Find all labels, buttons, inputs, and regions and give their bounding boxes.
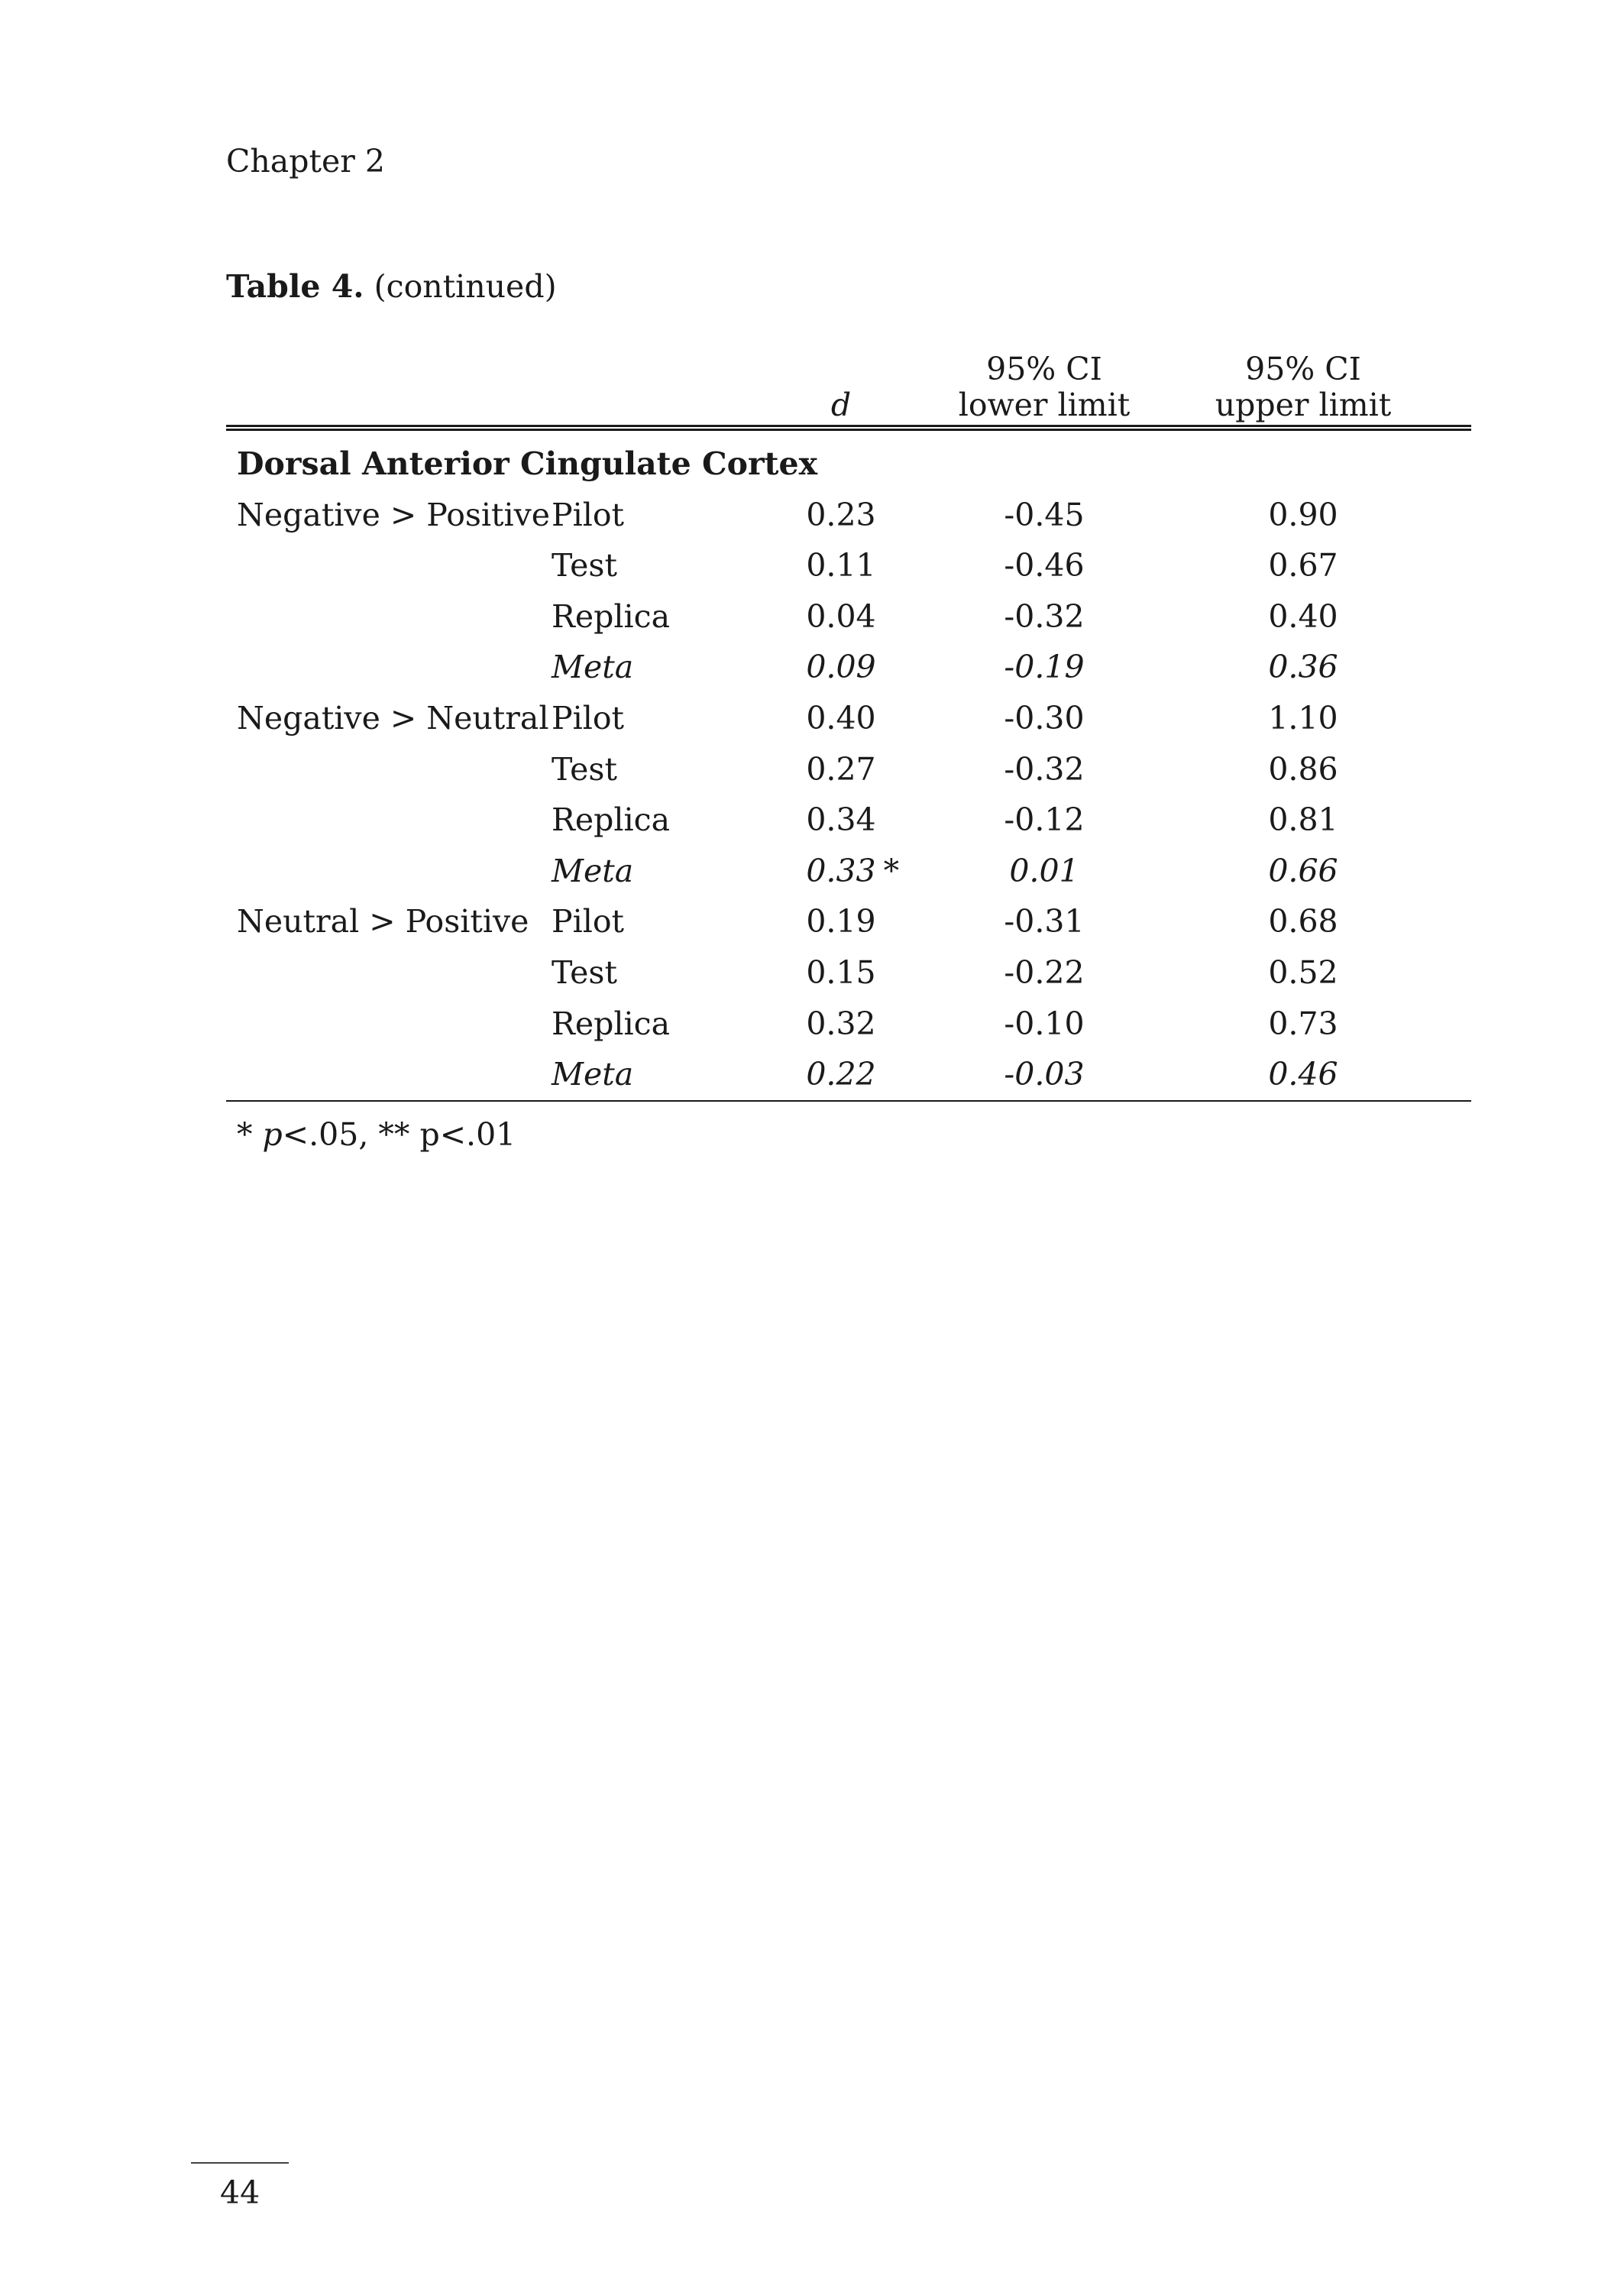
effect-size-cell bbox=[750, 947, 923, 999]
ci-lower-cell: -0.19 bbox=[1004, 649, 1085, 686]
table-row bbox=[226, 744, 1471, 795]
contrast-cell bbox=[226, 1049, 548, 1101]
sample-cell: Meta bbox=[548, 1049, 750, 1101]
contrast-cell bbox=[226, 540, 548, 591]
effect-size-cell bbox=[750, 795, 923, 846]
table-body bbox=[226, 428, 1471, 1101]
ci-upper-cell: 0.81 bbox=[1268, 801, 1338, 839]
contrast-cell: Neutral > Positive bbox=[237, 903, 529, 940]
effect-size-cell bbox=[750, 490, 923, 541]
ci-lower-cell: -0.12 bbox=[1004, 801, 1085, 839]
effect-size-value-wrap bbox=[806, 1049, 875, 1100]
ci-lower-cell: -0.10 bbox=[1004, 1005, 1085, 1042]
table-row bbox=[226, 846, 1471, 897]
sample-cell: Pilot bbox=[552, 699, 624, 736]
table-row bbox=[226, 591, 1471, 643]
effect-size-value: 0.33 bbox=[806, 852, 876, 889]
header-ci-upper bbox=[1166, 351, 1471, 428]
ci-upper-cell: 0.46 bbox=[1166, 1049, 1471, 1101]
header-ci-lower bbox=[923, 351, 1166, 428]
region-label: Dorsal Anterior Cingulate Cortex bbox=[237, 445, 818, 482]
ci-upper-cell: 0.73 bbox=[1268, 1005, 1338, 1042]
sample-cell: Meta bbox=[552, 649, 634, 686]
table-caption bbox=[226, 267, 557, 306]
effect-size-value: 0.04 bbox=[806, 597, 876, 635]
contrast-cell bbox=[226, 642, 548, 693]
ci-upper-cell: 1.10 bbox=[1268, 699, 1338, 736]
effect-size-value-wrap bbox=[806, 744, 875, 795]
ci-upper-cell: 0.68 bbox=[1268, 903, 1338, 940]
effect-size-value-wrap bbox=[806, 540, 875, 591]
header-ci-upper-line1: 95% CI bbox=[1245, 351, 1361, 387]
effect-size-value: 0.27 bbox=[806, 750, 876, 788]
effect-size-cell bbox=[750, 1049, 923, 1101]
ci-lower-cell: 0.01 bbox=[1009, 852, 1079, 889]
ci-lower-cell: -0.31 bbox=[1004, 903, 1085, 940]
contrast-cell bbox=[226, 795, 548, 846]
contrast-cell bbox=[226, 591, 548, 643]
effect-size-value-wrap bbox=[806, 846, 900, 897]
effect-size-value: 0.34 bbox=[806, 801, 876, 839]
sample-cell: Meta bbox=[552, 852, 634, 889]
sample-cell: Pilot bbox=[552, 903, 624, 940]
contrast-cell bbox=[226, 846, 548, 897]
footnote-p: p bbox=[262, 1116, 283, 1153]
effect-size-value-wrap bbox=[806, 795, 875, 846]
contrast-cell bbox=[226, 999, 548, 1050]
contrast-cell: Negative > Neutral bbox=[237, 699, 549, 736]
effect-size-value: 0.23 bbox=[806, 496, 876, 533]
effect-size-cell bbox=[750, 999, 923, 1050]
footnote-rest: <.05, ** p<.01 bbox=[282, 1116, 516, 1153]
effect-size-cell bbox=[750, 693, 923, 744]
header-ci-lower-line1: 95% CI bbox=[986, 351, 1102, 387]
effect-size-cell bbox=[750, 591, 923, 643]
ci-upper-cell: 0.66 bbox=[1268, 852, 1338, 889]
effect-size-cell bbox=[750, 540, 923, 591]
effect-size-value-wrap bbox=[806, 693, 875, 744]
effect-size-value-wrap bbox=[806, 490, 875, 541]
contrast-cell bbox=[226, 744, 548, 795]
table-row bbox=[226, 999, 1471, 1050]
footer-rule bbox=[191, 2162, 289, 2164]
effect-size-cell bbox=[750, 846, 923, 897]
effect-size-cell bbox=[750, 744, 923, 795]
table-row bbox=[226, 795, 1471, 846]
ci-lower-cell: -0.22 bbox=[1004, 953, 1085, 991]
table-caption-text: (continued) bbox=[374, 268, 557, 305]
ci-lower-cell: -0.32 bbox=[1004, 597, 1085, 635]
effect-size-value: 0.09 bbox=[806, 649, 876, 686]
ci-lower-cell: -0.30 bbox=[1004, 699, 1085, 736]
table-row bbox=[226, 896, 1471, 947]
ci-lower-cell: -0.45 bbox=[1004, 496, 1085, 533]
effect-size-value-wrap bbox=[806, 591, 875, 643]
ci-upper-cell: 0.90 bbox=[1268, 496, 1338, 533]
results-table-wrapper bbox=[226, 351, 1471, 1102]
header-ci-upper-line2: upper limit bbox=[1215, 387, 1392, 423]
sample-cell: Pilot bbox=[552, 496, 624, 533]
table-row bbox=[226, 947, 1471, 999]
effect-size-value: 0.19 bbox=[806, 903, 876, 940]
region-row bbox=[226, 428, 1471, 490]
effect-size-cell bbox=[750, 896, 923, 947]
sample-cell: Replica bbox=[552, 801, 671, 839]
effect-size-value: 0.15 bbox=[806, 953, 876, 991]
table-header-row bbox=[226, 351, 1471, 428]
effect-size-value-wrap bbox=[806, 642, 875, 693]
sample-cell: Replica bbox=[552, 1005, 671, 1042]
effect-size-value: 0.32 bbox=[806, 1005, 876, 1042]
ci-upper-cell: 0.40 bbox=[1268, 597, 1338, 635]
ci-lower-cell: -0.32 bbox=[1004, 750, 1085, 788]
results-table bbox=[226, 351, 1471, 1102]
table-row bbox=[226, 540, 1471, 591]
ci-lower-cell: -0.46 bbox=[1004, 547, 1085, 584]
effect-size-value: 0.22 bbox=[806, 1056, 876, 1093]
ci-upper-cell: 0.52 bbox=[1268, 953, 1338, 991]
sample-cell: Test bbox=[552, 547, 617, 584]
table-footnote bbox=[237, 1115, 516, 1154]
table-caption-label: Table 4. bbox=[226, 268, 364, 305]
header-contrast bbox=[226, 351, 548, 428]
sample-cell: Test bbox=[552, 750, 617, 788]
footnote-star: * bbox=[237, 1116, 263, 1153]
sample-cell: Replica bbox=[552, 597, 671, 635]
effect-size-value: 0.11 bbox=[806, 547, 876, 584]
ci-lower-cell: -0.03 bbox=[923, 1049, 1166, 1101]
effect-size-cell bbox=[750, 642, 923, 693]
table-header bbox=[226, 351, 1471, 428]
table-row bbox=[226, 1049, 1471, 1101]
ci-upper-cell: 0.86 bbox=[1268, 750, 1338, 788]
header-effect-size: d bbox=[750, 351, 923, 428]
ci-upper-cell: 0.36 bbox=[1268, 649, 1338, 686]
significance-marker: * bbox=[883, 852, 900, 889]
table-row bbox=[226, 693, 1471, 744]
effect-size-value-wrap bbox=[806, 947, 875, 999]
header-ci-lower-line2: lower limit bbox=[958, 387, 1131, 423]
running-head: Chapter 2 bbox=[226, 143, 385, 180]
effect-size-value-wrap bbox=[806, 999, 875, 1050]
header-sample bbox=[548, 351, 750, 428]
page-number: 44 bbox=[220, 2174, 260, 2211]
ci-upper-cell: 0.67 bbox=[1268, 547, 1338, 584]
effect-size-value-wrap bbox=[806, 896, 875, 947]
effect-size-value: 0.40 bbox=[806, 699, 876, 736]
contrast-cell: Negative > Positive bbox=[237, 496, 551, 533]
sample-cell: Test bbox=[552, 953, 617, 991]
contrast-cell bbox=[226, 947, 548, 999]
table-row bbox=[226, 490, 1471, 541]
table-row bbox=[226, 642, 1471, 693]
